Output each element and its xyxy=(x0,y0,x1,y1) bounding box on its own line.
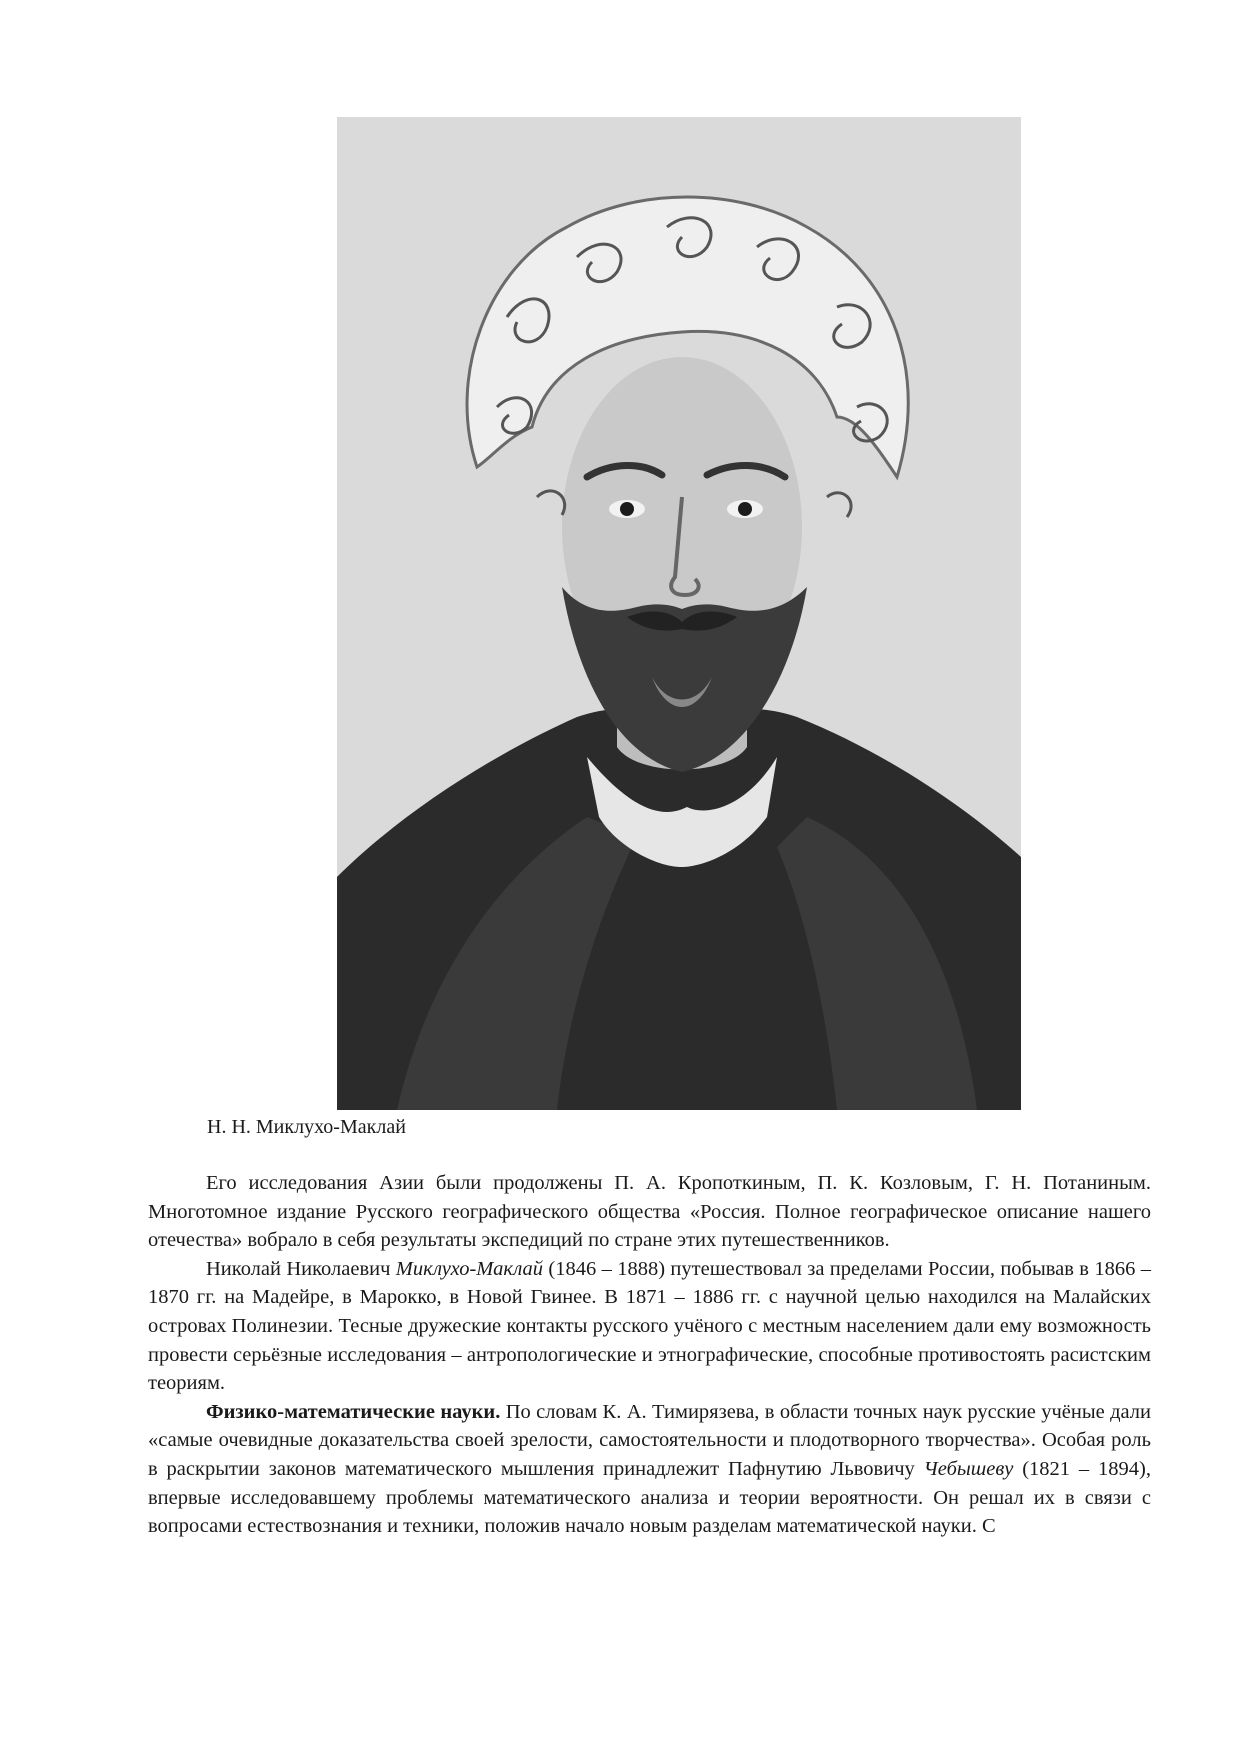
portrait-illustration xyxy=(337,117,1021,1110)
section-heading: Физико-математические науки. xyxy=(206,1400,501,1423)
body-text xyxy=(148,1169,1151,1541)
portrait-image xyxy=(337,117,1021,1110)
paragraph-3-name: Чебышеву xyxy=(923,1457,1014,1480)
paragraph-2-lead: Николай Николаевич xyxy=(206,1257,396,1280)
paragraph-2 xyxy=(148,1255,1151,1398)
paragraph-3-rest: (1821 – 1894), впервые исследовавшему проблемы математического анализа и теории вероятности. Он решал их в связи с вопросами естествознания и техники, положив начало новым разделам математической науки. С xyxy=(148,1457,1151,1538)
figure-caption: Н. Н. Миклухо-Маклай xyxy=(207,1116,406,1138)
paragraph-2-name: Миклухо-Маклай xyxy=(395,1257,544,1280)
paragraph-3-lead: По словам К. А. Тимирязева, в области точных наук русские учёные дали «самые очевидные доказательства своей зрелости, самостоятельности и плодотворного творчества». Особая роль в раскрытии законов математического мышления принадлежит Пафнутию Львовичу xyxy=(148,1400,1151,1480)
paragraph-3 xyxy=(148,1398,1151,1541)
paragraph-2-rest: (1846 – 1888) путешествовал за пределами России, побывав в 1866 – 1870 гг. на Мадейре, в Марокко, в Новой Гвинее. В 1871 – 1886 гг. с научной целью находился на Малайских островах Полинезии. Тесные дружеские контакты русского учёного с местным населением дали ему возможность провести серьёзные исследования – антропологические и этнографические, способные противостоять расистским теориям. xyxy=(148,1257,1151,1395)
paragraph-1: Его исследования Азии были продолжены П. А. Кропоткиным, П. К. Козловым, Г. Н. Потаниным. Многотомное издание Русского географического общества «Россия. Полное географическое описание нашего отечества» вобрало в себя результаты экспедиций по стране этих путешественников. xyxy=(148,1172,1151,1252)
